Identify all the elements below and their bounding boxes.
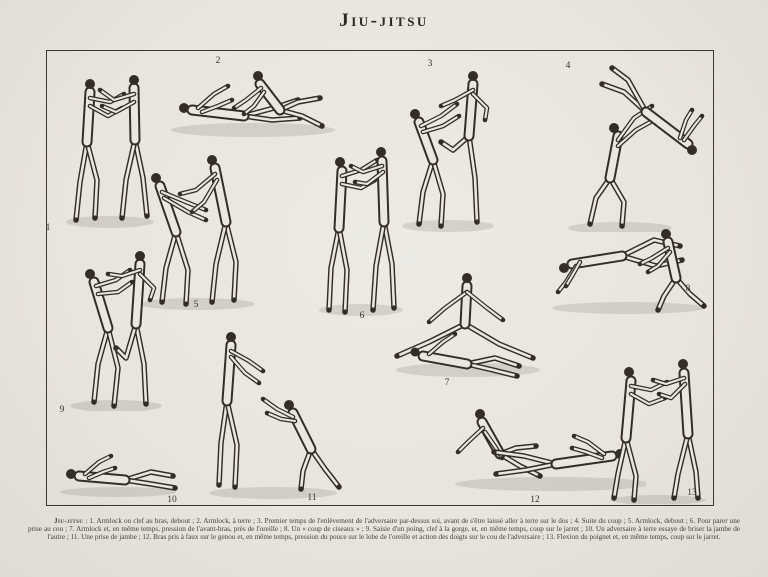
figure-number-4: 4 (565, 61, 571, 71)
figure-number-12: 12 (530, 495, 540, 505)
figure-number-5: 5 (193, 300, 199, 310)
figure-number-6: 6 (359, 311, 365, 321)
figure-group-8 (538, 210, 713, 318)
figure-group-9 (48, 226, 178, 411)
figure-number-9: 9 (59, 405, 65, 415)
figure-group-7 (383, 220, 548, 388)
plate-caption (28, 518, 740, 542)
wrestlers-illustration (583, 326, 713, 504)
figure-group-11 (193, 321, 373, 501)
caption-label: Jiu-jitsu (54, 517, 84, 525)
figure-group-13 (583, 326, 713, 504)
figure-number-11: 11 (307, 493, 317, 503)
wrestlers-illustration (53, 436, 188, 500)
caption-text: : 1. Armlock ou clef au bras, debout ; 2. Armlock, à terre ; 3. Premier temps de l'enlèvement de l'adversaire par-dessus soi, avant de s'être laissé aller à terre sur le dos ; 4. Suite du coup ; 5. Armlock, debout ; 6. Pour parer une prise au cou ; 7. Armlock et, en même temps, pression de l'avant-bras, près de l'oreille ; 8. Un « coup de ciseaux » ; 9. Saisie d'un poing, clef à la gorge, et, en même temps, coup sur le jarret ; 10. Un adversaire à terre essaye de briser la jambe de l'autre ; 11. Une prise de jambe ; 12. Bras pris à faux sur le genou et, en même temps, pression du pouce sur le lobe de l'oreille et action des doigts sur le cou de l'adversaire ; 13. Flexion du poignet et, en même temps, coup sur le jarret. (28, 517, 740, 541)
figure-number-13: 13 (687, 488, 697, 498)
figure-group-4 (540, 54, 715, 232)
figure-number-8: 8 (685, 284, 691, 294)
figure-number-1: 1 (45, 223, 51, 233)
figure-number-3: 3 (427, 59, 433, 69)
figure-number-7: 7 (444, 378, 450, 388)
wrestlers-illustration (538, 210, 713, 318)
figure-number-2: 2 (215, 56, 221, 66)
wrestlers-illustration (540, 54, 715, 232)
wrestlers-illustration (48, 226, 178, 411)
wrestlers-illustration (383, 220, 548, 388)
figure-number-10: 10 (167, 495, 177, 505)
plate-title: Jiu-jitsu (339, 10, 429, 31)
figure-group-10 (53, 436, 188, 500)
wrestlers-illustration (193, 321, 373, 501)
